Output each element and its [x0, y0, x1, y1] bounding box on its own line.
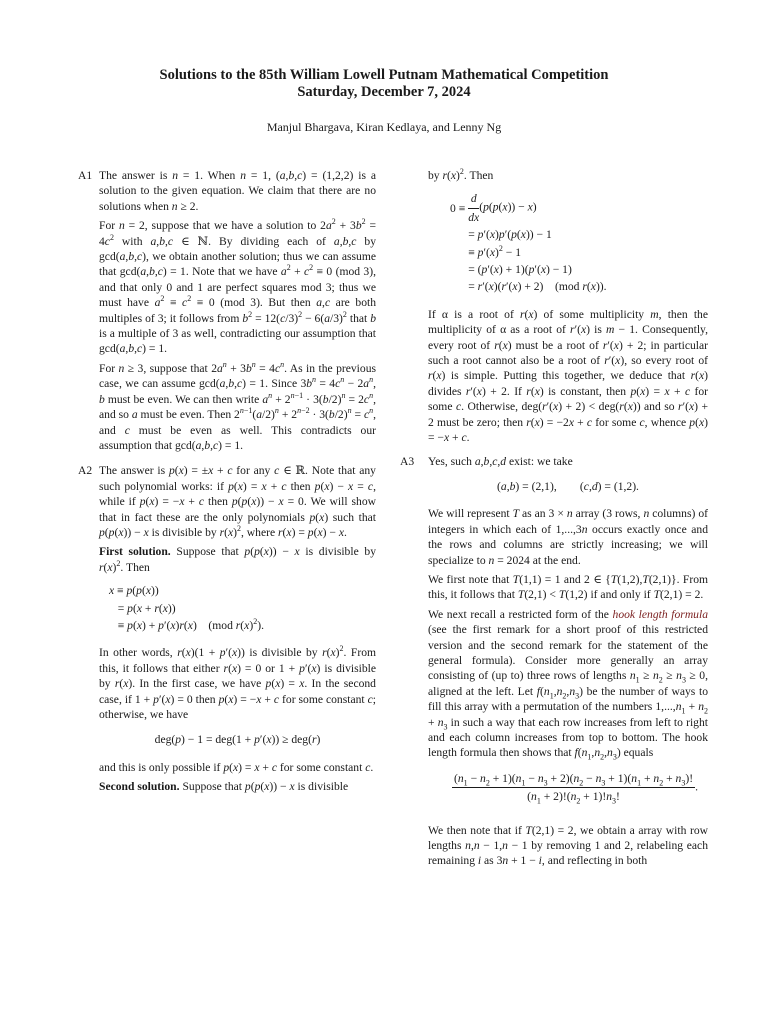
paragraph: The answer is p(x) = ±x + c for any c ∈ ℝ. Note that any such polynomial works: if p(x) = x + c then p(x) − x = c, while if p(x) = −x + c then p(p(x)) − x = 0. We will show that in fact these are the only polynomials p(x) such that p(p(x)) − x is divisible by $r(x)^2$, where r(x) = p(x) − x. [99, 464, 376, 539]
left-column [78, 168, 376, 805]
display-equation: deg(p) − 1 = deg(1 + p′(x)) ≥ deg(r) [154, 733, 321, 747]
right-column [400, 168, 708, 879]
paragraph: and this is only possible if p(x) = x + c for some constant c. [99, 760, 374, 774]
paragraph: The answer is n = 1. When n = 1, (a,b,c) = (1,2,2) is a solution to the given equation. We claim that there are no solutions when n ≥ 2. [99, 169, 376, 213]
paragraph: For n = 2, suppose that we have a solution to $2a^2 + 3b^2 = 4c^2$ with a,b,c ∈ ℕ. By dividing each of a,b,c by gcd(a,b,c), we obtain another solution; thus we can assume that gcd(a,b,c) = 1. Note that we have $a^2 + c^2 \equiv 0$ (mod 3), and that only 0 and 1 are perfect squares mod 3; thus we must have $a^2 \equiv c^2 \equiv 0$ (mod 3). But then a,c are both multiples of 3; it follows from $b^2 = 12(c/3)^2 - 6(a/3)^2$ that b is a multiple of 3 as well, contradicting our assumption that gcd(a,b,c) = 1. [99, 217, 377, 356]
paragraph: In other words, r(x)(1 + p′(x)) is divisible by $r(x)^2$. From this, it follows that either r(x) = 0 or 1 + p′(x) is divisible by r(x). In the first case, we have p(x) = x. In the second case, if 1 + p′(x) = 0 then p(x) = −x + c for some constant c; otherwise, we have [99, 644, 377, 721]
display-equation: 0 ≡ $\frac{d}{dx}$ (p(p(x)) − x) = p′(x)p′(p(x)) − 1 ≡ $p'(x)^2 - 1$ = (p′(x) + 1)(p′(x) − 1) = r′(x)(r′(x) + 2) (mod r(x)). [450, 192, 607, 294]
first-solution-heading: First solution. [99, 545, 171, 559]
paragraph: If α is a root of r(x) of some multiplicity m, then the multiplicity of α as a root of r′(x) is m − 1. Consequently, every root of r(x) must be a root of r′(x) + 2; in particular such a root cannot also be a root of r′(x), so every root of r(x) is simple. Putting this together, we deduce that r(x) divides r′(x) + 2. If r(x) is constant, then p(x) = x + c for some c. Otherwise, deg(r′(x) + 2) < deg(r(x)) and so r′(x) + 2 must be zero; then r(x) = −2x + c for some c, whence p(x) = −x + c. [428, 307, 709, 445]
paper-title: Solutions to the 85th William Lowell Putnam Mathematical Competition [159, 67, 609, 83]
problem-label-a3: A3 [400, 454, 415, 468]
second-solution-heading: Second solution. [99, 780, 180, 794]
paragraph: by $r(x)^2$. Then [428, 167, 494, 182]
problem-label-a1: A1 [78, 169, 93, 182]
paragraph: We then note that if T(2,1) = 2, we obtain a array with row lengths n,n − 1,n − 1 by removing 1 and 2, relabeling each remaining i as 3n + 1 − i, and reflecting in both [428, 823, 708, 868]
display-equation: x ≡ p(p(x)) = p(x + r(x)) ≡ p(x) + p′(x)r(x) (mod $r(x)^2$). [109, 584, 264, 632]
paragraph: Yes, such a,b,c,d exist: we take [428, 454, 573, 468]
paragraph: We will represent T as an 3 × n array (3 rows, n columns) of integers in which each of 1,...,3n occurs exactly once and the rows and columns are strictly increasing; we will specialize to n = 2024 at the end. [428, 507, 708, 567]
paragraph: First solution. Suppose that p(p(x)) − x is divisible by $r(x)^2$. Then [99, 545, 376, 574]
problem-label-a2: A2 [78, 464, 93, 478]
problem-a2 [78, 463, 376, 794]
paragraph: Second solution. Suppose that p(p(x)) − x is divisible [99, 780, 349, 794]
paper-date: Saturday, December 7, 2024 [297, 84, 471, 100]
paragraph: For n ≥ 3, suppose that $2a^n + 3b^n = 4c^n$. As in the previous case, we can assume gcd(a,b,c) = 1. Since $3b^n = 4c^n - 2a^n$, b must be even. We can then write $a^n + 2^{n-1} \cdot 3(b/2)^n = 2c^n$, and so a must be even. Then $2^{n-1}(a/2)^n + 2^{n-2} \cdot 3(b/2)^n = c^n$, and c must be even as well. This contradicts our assumption that gcd(a,b,c) = 1. [99, 360, 376, 452]
problem-a1 [78, 168, 376, 453]
hook-length-link[interactable]: hook length formula [612, 607, 709, 621]
paper-authors: Manjul Bhargava, Kiran Kedlaya, and Lenny Ng [266, 120, 502, 134]
paragraph: We first note that T(1,1) = 1 and 2 ∈ {T(1,2),T(2,1)}. From this, it follows that T(2,1) < T(1,2) if and only if T(2,1) = 2. [428, 572, 709, 602]
a2-continued [400, 168, 708, 446]
problem-a3 [400, 454, 708, 869]
paragraph: We next recall a restricted form of the hook length formula (see the first remark for a short proof of this restricted version and the second remark for the statement of the general formula). Consider more generally an array consisting of (up to) three rows of lengths $n_1 \ge n_2 \ge n_3 \ge 0$, aligned at the left. Let $f(n_1,n_2,n_3)$ be the number of ways to fill this array with a permutation of the numbers $1,...,n_1 + n_2 + n_3$ in such a way that each row increases from left to right and each column increases from top to bottom. The hook length formula then shows that $f(n_1,n_2,n_3)$ equals [428, 607, 709, 762]
display-equation: $\frac{(n_1 - n_2 + 1)(n_1 - n_3 + 2)(n_2 - n_3 + 1)(n_1 + n_2 + n_3)!}{(n_1 + 2)!(n_2 + 1)!n_3!}$ . [454, 771, 698, 806]
display-equation: (a,b) = (2,1), (c,d) = (1,2). [497, 479, 639, 493]
